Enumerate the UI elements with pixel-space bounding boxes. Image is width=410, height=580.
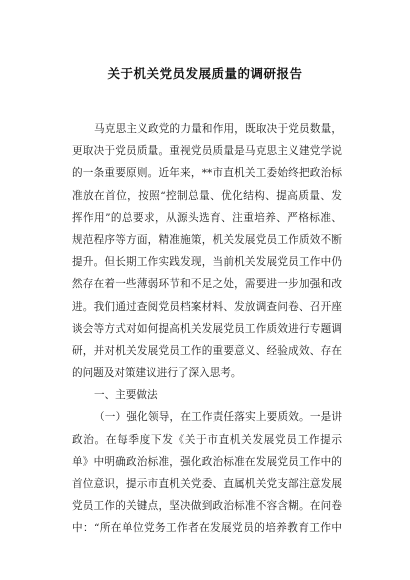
body-text-line: 规范程序等方面，精准施策，机关发展党员工作质效不断 [72, 233, 342, 246]
document-title: 关于机关党员发展质量的调研报告 [107, 66, 303, 81]
body-text-line: 准放在首位，按照“控制总量、优化结构、提高质量、发 [72, 189, 342, 202]
body-text-line: 研，并对机关发展党员工作的重要意义、经验成效、存在 [72, 344, 342, 357]
body-text-line: 单》中明确政治标准，强化政治标准在发展党员工作中的 [72, 455, 342, 468]
body-text-line: 的一条重要原则。近年来，**市直机关工委始终把政治标 [72, 167, 342, 180]
body-text-line: 更取决于党员质量。重视党员质量是马克思主义建党学说 [72, 145, 342, 158]
body-text-line: 首位意识，提示市直机关党委、直属机关党支部注意发展 [72, 478, 342, 490]
document-body [72, 118, 342, 540]
body-text-line: 政治。在每季度下发《关于市直机关发展党员工作提示 [72, 433, 342, 446]
body-text-line: 谈会等方式对如何提高机关发展党员工作质效进行专题调 [72, 322, 342, 335]
body-text-line: 马克思主义政党的力量和作用，既取决于党员数量， [94, 123, 342, 135]
body-text-line: 一、主要做法 [94, 389, 158, 402]
body-text-line: 的问题及对策建议进行了深入思考。 [72, 367, 242, 380]
body-text-line: 中：“所在单位党务工作者在发展党员的培养教育工作中 [72, 522, 342, 535]
body-text-line: 进。我们通过查阅党员档案材料、发放调查问卷、召开座 [72, 300, 342, 313]
body-text-line: （一）强化领导，在工作责任落实上要质效。一是讲 [94, 411, 342, 424]
body-text-line: 挥作用”的总要求，从源头选育、注重培养、严格标准、 [72, 211, 342, 224]
body-text-line: 党员工作的关键点，坚决做到政治标准不容含糊。在问卷 [72, 500, 342, 513]
body-text-line: 提升。但长期工作实践发现，当前机关发展党员工作中仍 [72, 256, 342, 269]
body-text-line: 然存在着一些薄弱环节和不足之处，需要进一步加强和改 [72, 278, 342, 291]
